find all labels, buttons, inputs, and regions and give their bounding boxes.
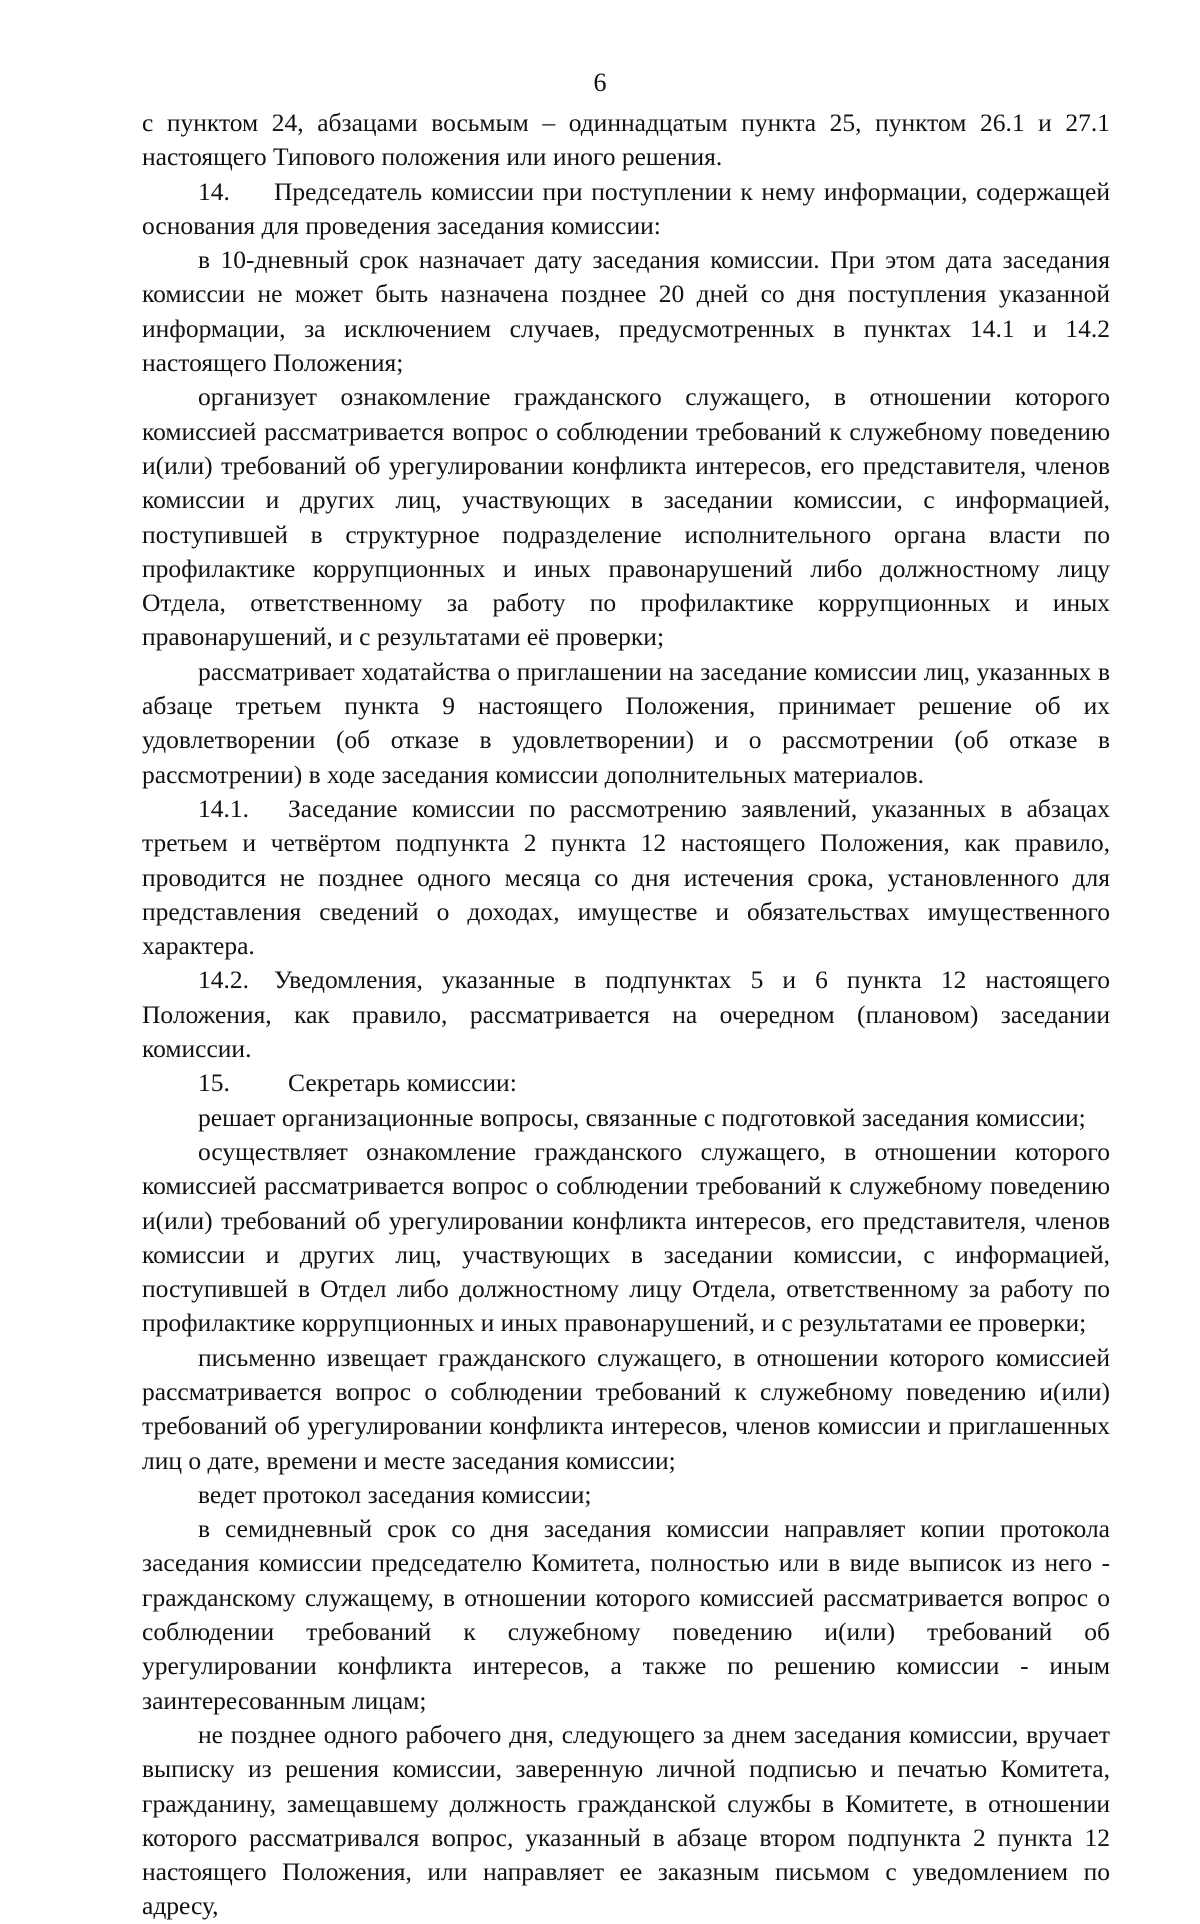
paragraph-text: осуществляет ознакомление гражданского служащего, в отношении которого комиссией рассматривается вопрос о соблюдении требований к служебному поведению и(или) требований об урегулировании конфликта интересов, его представителя, членов комиссии и других лиц, участвующих в заседании комиссии, с информацией, поступившей в Отдел либо должностному лицу Отдела, ответственному за работу по профилактике коррупционных и иных правонарушений, и с результатами ее проверки; — [142, 1136, 1110, 1338]
paragraph-14-item-1 — [142, 243, 1110, 380]
paragraph-14-1 — [142, 792, 1110, 963]
paragraph-text: Председатель комиссии при поступлении к нему информации, содержащей основания для проведения заседания комиссии: — [142, 176, 1110, 240]
paragraph-text: организует ознакомление гражданского служащего, в отношении которого комиссией рассматривается вопрос о соблюдении требований к служебному поведению и(или) требований об урегулировании конфликта интересов, его представителя, членов комиссии и других лиц, участвующих в заседании комиссии, с информацией, поступившей в структурное подразделение исполнительного органа власти по профилактике коррупционных и иных правонарушений либо должностному лицу Отдела, ответственному за работу по профилактике коррупционных и иных правонарушений, и с результатами её проверки; — [142, 382, 1110, 652]
paragraph-text: письменно извещает гражданского служащего, в отношении которого комиссией рассматривается вопрос о соблюдении требований к служебному поведению и(или) требований об урегулировании конфликта интересов, членов комиссии и приглашенных лиц о дате, времени и месте заседания комиссии; — [142, 1342, 1110, 1475]
paragraph-15-item-4 — [142, 1478, 1110, 1512]
paragraph-14-2 — [142, 963, 1110, 1066]
paragraph-15-item-2 — [142, 1135, 1110, 1341]
page-number: 6 — [593, 68, 607, 97]
paragraph-text: ведет протокол заседания комиссии; — [198, 1479, 592, 1509]
paragraph-text: Заседание комиссии по рассмотрению заявлений, указанных в абзацах третьем и четвёртом подпункта 2 пункта 12 настоящего Положения, как правило, проводится не позднее одного месяца со дня истечения срока, установленного для представления сведений о доходах, имуществе и обязательствах имущественного характера. — [142, 793, 1110, 961]
paragraph-text: с пунктом 24, абзацами восьмым – одиннадцатым пункта 25, пунктом 26.1 и 27.1 настоящего Типового положения или иного решения. — [142, 108, 1110, 172]
paragraph-15-item-5 — [142, 1512, 1110, 1718]
paragraph-text: в 10-дневный срок назначает дату заседания комиссии. При этом дата заседания комиссии не может быть назначена позднее 20 дней со дня поступления указанной информации, за исключением случаев, предусмотренных в пунктах 14.1 и 14.2 настоящего Положения; — [142, 245, 1110, 378]
paragraph-number: 14. — [198, 176, 230, 206]
paragraph-14-item-2 — [142, 380, 1110, 654]
paragraph-15-item-6 — [142, 1718, 1110, 1924]
paragraph-14 — [142, 175, 1110, 244]
paragraph-text: Уведомления, указанные в подпунктах 5 и 6 пункта 12 настоящего Положения, как правило, рассматривается на очередном (плановом) заседании комиссии. — [142, 965, 1110, 1064]
paragraph-text: решает организационные вопросы, связанные с подготовкой заседания комиссии; — [198, 1102, 1086, 1132]
paragraph-number: 14.1. — [198, 793, 249, 823]
paragraph-text: в семидневный срок со дня заседания комиссии направляет копии протокола заседания комиссии председателю Комитета, полностью или в виде выписок из него - гражданскому служащему, в отношении которого комиссией рассматривается вопрос о соблюдении требований к служебному поведению и(или) требований об урегулировании конфликта интересов, а также по решению комиссии - иным заинтересованным лицам; — [142, 1514, 1110, 1715]
paragraph-15-item-1 — [142, 1101, 1110, 1135]
paragraph-continuation — [142, 106, 1110, 175]
paragraph-number: 14.2. — [198, 965, 249, 995]
paragraph-text: не позднее одного рабочего дня, следующего за днем заседания комиссии, вручает выписку из решения комиссии, заверенную личной подписью и печатью Комитета, гражданину, замещавшему должность гражданской службы в Комитете, в отношении которого рассматривался вопрос, указанный в абзаце втором подпункта 2 пункта 12 настоящего Положения, или направляет ее заказным письмом с уведомлением по адресу, — [142, 1719, 1110, 1921]
paragraph-14-item-3 — [142, 655, 1110, 792]
paragraph-15 — [142, 1066, 1110, 1100]
document-body — [142, 106, 1110, 1924]
paragraph-number: 15. — [198, 1068, 230, 1098]
paragraph-text: Секретарь комиссии: — [288, 1068, 517, 1098]
paragraph-15-item-3 — [142, 1341, 1110, 1478]
paragraph-text: рассматривает ходатайства о приглашении на заседание комиссии лиц, указанных в абзаце третьем пункта 9 настоящего Положения, принимает решение об их удовлетворении (об отказе в удовлетворении) и о рассмотрении (об отказе в рассмотрении) в ходе заседания комиссии дополнительных материалов. — [142, 656, 1110, 789]
